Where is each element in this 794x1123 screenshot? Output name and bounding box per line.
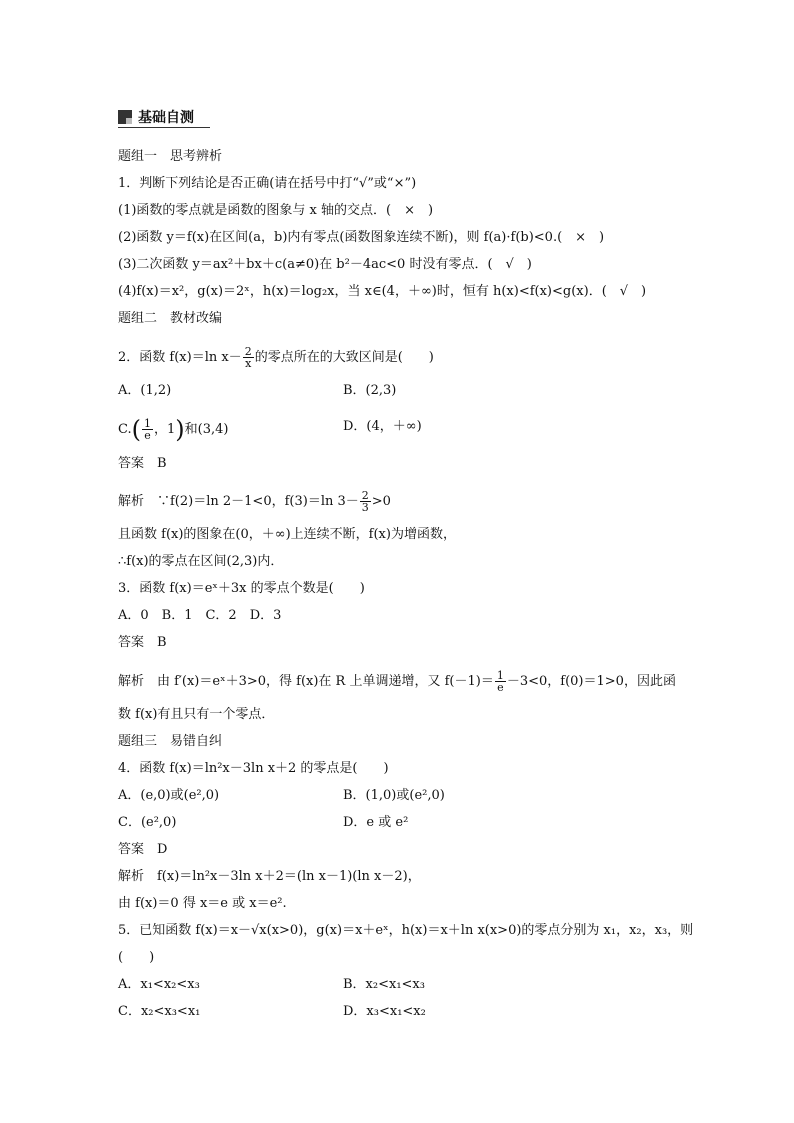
section-square-icon [118, 110, 132, 124]
q2-option-c-label: C. [118, 422, 132, 437]
q2-analysis-fraction [360, 490, 371, 513]
q2-stem-numerator: 2 [244, 345, 252, 358]
q5-stem: 5．已知函数 f(x)＝x－√x(x>0)，g(x)＝x＋eˣ，h(x)＝x＋ln x(x>0)的零点分别为 x₁，x₂，x₃，则 [118, 923, 694, 938]
q3-options: A．0 B．1 C．2 D．3 [118, 608, 282, 623]
q4-analysis-2: 由 f(x)＝0 得 x＝e 或 x＝e². [118, 896, 287, 911]
group-heading-3: 题组三 易错自纠 [118, 734, 223, 749]
q3-analysis-numerator: 1 [496, 669, 504, 682]
q3-analysis-end: －3<0，f(0)＝1>0，因此函 [506, 674, 676, 689]
q1-statement-3: (3)二次函数 y＝ax²＋bx＋c(a≠0)在 b²－4ac<0 时没有零点．( √ ) [118, 257, 532, 272]
q3-analysis-start: 解析 由 f′(x)＝eˣ＋3>0，得 f(x)在 R 上单调递增，又 f(－1)＝ [118, 674, 494, 689]
q1-statement-1: (1)函数的零点就是函数的图象与 x 轴的交点．( × ) [118, 203, 434, 218]
q3-stem: 3．函数 f(x)＝eˣ＋3x 的零点个数是( ) [118, 581, 365, 596]
q5-option-c: C．x₂<x₃<x₁ [118, 1004, 201, 1019]
q1-stem: 1．判断下列结论是否正确(请在括号中打“√”或“×”) [118, 176, 417, 191]
q2-analysis-end: >0 [371, 494, 391, 509]
group-heading-2: 题组二 教材改编 [118, 311, 223, 326]
q2-answer: 答案 B [118, 456, 167, 471]
q2-option-c-numerator: 1 [144, 417, 151, 430]
group-heading-1: 题组一 思考辨析 [118, 149, 223, 164]
q2-option-c-fraction [142, 418, 153, 441]
section-underline [118, 127, 210, 128]
q2-option-d: D．(4，＋∞) [343, 419, 422, 434]
q2-stem-end: 的零点所在的大致区间是( ) [254, 350, 434, 365]
q5-stem-paren: ( ) [118, 950, 155, 965]
q4-analysis-1: 解析 f(x)＝ln²x－3ln x＋2＝(ln x－1)(ln x－2)， [118, 869, 421, 884]
q2-option-b: B．(2,3) [343, 383, 397, 398]
q2-analysis-denominator: 3 [361, 501, 369, 514]
q5-option-a: A．x₁<x₂<x₃ [118, 977, 200, 992]
q4-option-c: C．(e²,0) [118, 815, 177, 830]
section-title: 基础自测 [138, 110, 194, 126]
q2-analysis-numerator: 2 [361, 489, 369, 502]
q2-option-a: A．(1,2) [118, 383, 172, 398]
q2-option-c-mid: ，1 [154, 422, 176, 437]
q3-analysis-1 [118, 670, 676, 693]
q1-statement-4: (4)f(x)＝x²，g(x)＝2ˣ，h(x)＝log₂x，当 x∈(4，＋∞)时，恒有 h(x)<f(x)<g(x)．( √ ) [118, 284, 647, 299]
q2-stem-denominator: x [245, 357, 252, 370]
q5-option-d: D．x₃<x₁<x₂ [343, 1004, 426, 1019]
q2-analysis-start: 解析 ∵f(2)＝ln 2－1<0，f(3)＝ln 3－ [118, 494, 359, 509]
q4-stem: 4．函数 f(x)＝ln²x－3ln x＋2 的零点是( ) [118, 761, 389, 776]
q2-analysis-1 [118, 490, 391, 513]
q4-option-d: D．e 或 e² [343, 815, 409, 830]
q2-option-c-denominator: e [144, 429, 151, 442]
q2-option-c-end: 和(3,4) [184, 422, 229, 437]
q2-stem-start: 2．函数 f(x)＝ln x－ [118, 350, 242, 365]
q3-analysis-denominator: e [497, 681, 504, 694]
q1-statement-2: (2)函数 y＝f(x)在区间(a，b)内有零点(函数图象连续不断)，则 f(a)·f(b)<0.( × ) [118, 230, 605, 245]
q3-answer: 答案 B [118, 635, 167, 650]
q5-option-b: B．x₂<x₁<x₃ [343, 977, 425, 992]
q3-analysis-fraction [495, 670, 506, 693]
q4-answer: 答案 D [118, 842, 168, 857]
q2-analysis-2: 且函数 f(x)的图象在(0，＋∞)上连续不断，f(x)为增函数， [118, 527, 456, 542]
q4-option-a: A．(e,0)或(e²,0) [118, 788, 220, 803]
q2-analysis-3: ∴f(x)的零点在区间(2,3)内． [118, 554, 284, 569]
q2-option-c: C.( $\frac{1}{e}$ ，1)和(3,4) [118, 415, 229, 444]
q2-stem [118, 346, 434, 369]
q2-stem-fraction [243, 346, 254, 369]
section-header [118, 106, 210, 128]
q4-option-b: B．(1,0)或(e²,0) [343, 788, 445, 803]
q3-analysis-2: 数 f(x)有且只有一个零点． [118, 707, 275, 722]
